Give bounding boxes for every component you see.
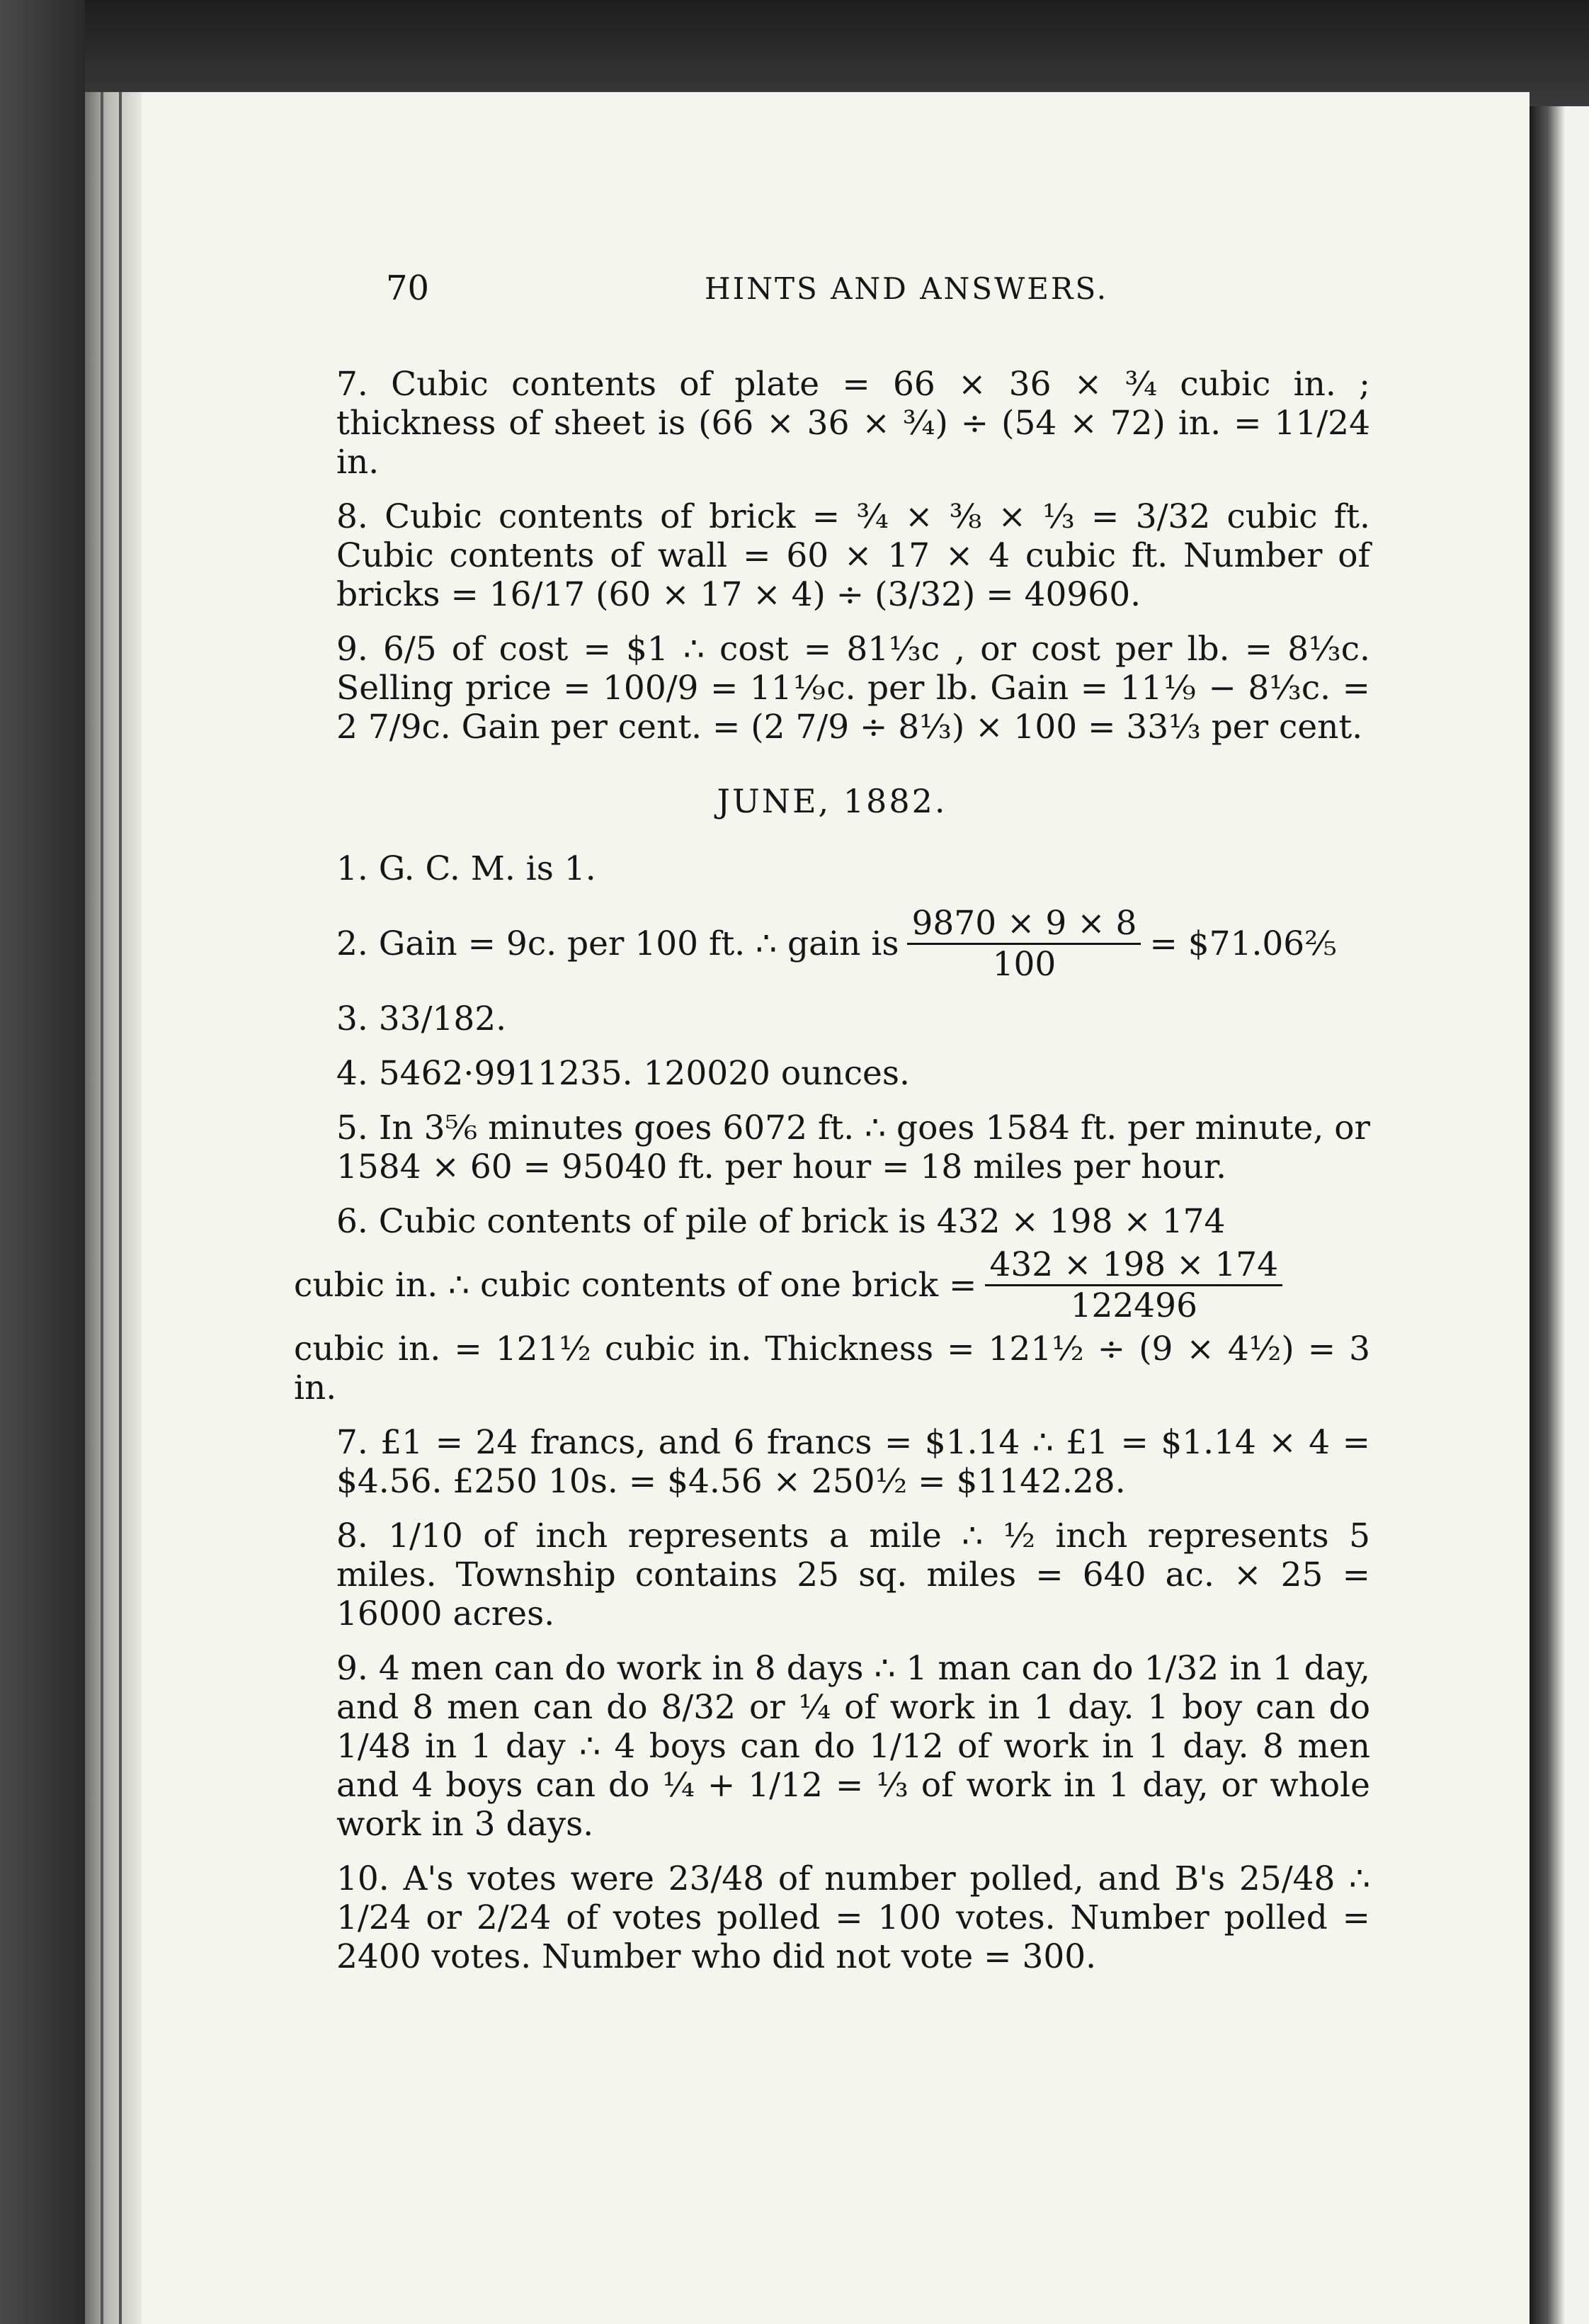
answer-6-line-2 — [294, 1245, 1370, 1325]
june-answer-8: 8. 1/10 of inch represents a mile ∴ ½ inch represents 5 miles. Township contains 25 sq. miles = 640 ac. × 25 = 16000 acres. — [336, 1517, 1370, 1633]
june-answer-10: 10. A's votes were 23/48 of number polled, and B's 25/48 ∴ 1/24 or 2/24 of votes polled = 100 votes. Number polled = 2400 votes. Number who did not vote = 300. — [336, 1859, 1370, 1976]
fraction-numerator: 432 × 198 × 174 — [985, 1245, 1282, 1286]
section-title: JUNE, 1882. — [717, 782, 947, 820]
fraction-denominator: 122496 — [1070, 1286, 1197, 1325]
june-answer-5: 5. In 3⅚ minutes goes 6072 ft. ∴ goes 1584 ft. per minute, or 1584 × 60 = 95040 ft. per hour = 18 miles per hour. — [336, 1109, 1370, 1186]
june-answer-3: 3. 33/182. — [336, 999, 507, 1038]
scan-background-top — [0, 0, 1589, 106]
june-answer-9: 9. 4 men can do work in 8 days ∴ 1 man can do 1/32 in 1 day, and 8 men can do 8/32 or ¼ of work in 1 day. 1 boy can do 1/48 in 1 day ∴ 4 boys can do 1/12 of work in 1 day. 8 men and 4 boys can do ¼ + 1/12 = ⅓ of work in 1 day, or whole work in 3 days. — [336, 1649, 1370, 1844]
answer-6-lead: cubic in. ∴ cubic contents of one brick = — [294, 1266, 977, 1305]
june-answer-1: 1. G. C. M. is 1. — [336, 849, 596, 888]
page-number: 70 — [386, 268, 430, 308]
book-spine-right — [1530, 106, 1589, 2324]
answer-6-line-1: 6. Cubic contents of pile of brick is 432 × 198 × 174 — [336, 1202, 1226, 1241]
gutter-line — [101, 92, 103, 2324]
answer-2-result: = $71.06⅖ — [1149, 924, 1337, 963]
scan-background-left — [0, 0, 85, 2324]
page-gutter — [85, 92, 142, 2324]
june-answer-2 — [294, 904, 1370, 984]
fraction-denominator: 100 — [992, 945, 1057, 984]
answer-6-fraction — [985, 1245, 1282, 1325]
fraction-numerator: 9870 × 9 × 8 — [907, 904, 1141, 945]
answer-6-rest: cubic in. = 121½ cubic in. Thickness = 121½ ÷ (9 × 4½) = 3 in. — [294, 1330, 1370, 1407]
answer-8-brick: 8. Cubic contents of brick = ¾ × ⅜ × ⅓ = 3/32 cubic ft. Cubic contents of wall = 60 × 17 × 4 cubic ft. Number of bricks = 16/17 (60 × 17 × 4) ÷ (3/32) = 40960. — [336, 497, 1370, 614]
answer-2-fraction — [907, 904, 1141, 984]
page-header — [294, 269, 1370, 319]
answer-9-cost: 9. 6/5 of cost = $1 ∴ cost = 81⅓c , or cost per lb. = 8⅓c. Selling price = 100/9 = 11⅑c. per lb. Gain = 11⅑ − 8⅓c. = 2 7/9c. Gain per cent. = (2 7/9 ÷ 8⅓) × 100 = 33⅓ per cent. — [336, 630, 1370, 747]
june-answer-6 — [294, 1202, 1370, 1407]
answer-7-plate: 7. Cubic contents of plate = 66 × 36 × ¾ cubic in. ; thickness of sheet is (66 × 36 × ¾) ÷ (54 × 72) in. = 11/24 in. — [336, 365, 1370, 482]
answer-2-lead: 2. Gain = 9c. per 100 ft. ∴ gain is — [336, 924, 899, 963]
running-head: HINTS AND ANSWERS. — [705, 271, 1109, 306]
june-answer-7: 7. £1 = 24 francs, and 6 francs = $1.14 ∴ £1 = $1.14 × 4 = $4.56. £250 10s. = $4.56 × 250½ = $1142.28. — [336, 1423, 1370, 1501]
june-answer-4: 4. 5462·9911235. 120020 ounces. — [336, 1054, 910, 1093]
page-content — [294, 269, 1370, 1992]
gutter-line — [119, 92, 122, 2324]
